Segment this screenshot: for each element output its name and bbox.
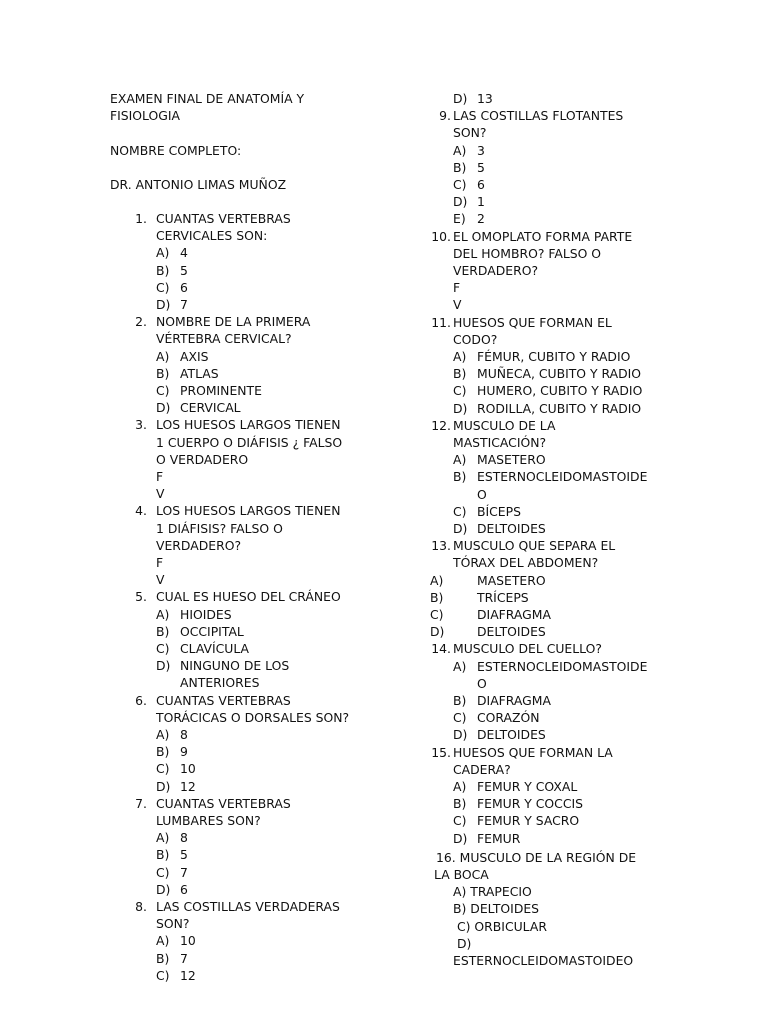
option-letter: B) [156, 623, 170, 639]
option-text: ANTERIORES [180, 675, 260, 691]
option-text: ATLAS [180, 365, 219, 381]
question-number: 6. [135, 692, 147, 708]
option-text: CLAVÍCULA [180, 641, 250, 656]
option-text: 1 [477, 194, 485, 210]
option-text: D) [457, 935, 472, 951]
option-text: DELTOIDES [477, 624, 546, 640]
question-number: 9. [439, 108, 451, 124]
question-number: 15. [431, 744, 451, 760]
option-letter: C) [156, 279, 170, 295]
question-text: EL OMOPLATO FORMA PARTE [453, 228, 633, 244]
option-text: DELTOIDES [477, 521, 546, 536]
question-text: O VERDADERO [156, 451, 249, 467]
question-text: F [156, 469, 164, 484]
option-text: HUMERO, CUBITO Y RADIO [477, 383, 643, 399]
question-text: SON? [156, 916, 190, 932]
option-letter: C) [453, 813, 467, 829]
option-text: 8 [180, 830, 188, 846]
option-letter: D) [156, 400, 171, 416]
option-text: OCCIPITAL [180, 623, 244, 639]
option-letter: D) [453, 91, 468, 106]
option-text: ESTERNOCLEIDOMASTOIDE [477, 658, 648, 674]
option-letter: D) [430, 624, 445, 640]
option-text: FEMUR [477, 830, 521, 846]
option-letter: D) [453, 521, 468, 536]
option-letter: D) [453, 194, 468, 210]
option-letter: C) [430, 607, 444, 622]
option-text: MUÑECA, CUBITO Y RADIO [477, 366, 642, 382]
exam-title-line2: FISIOLOGIA [110, 108, 180, 123]
option-letter: A) [156, 606, 170, 622]
question-text: VÉRTEBRA CERVICAL? [156, 331, 292, 347]
question-text: MUSCULO DE LA [453, 417, 556, 433]
question-text: LUMBARES SON? [156, 813, 261, 828]
option-letter: C) [453, 710, 467, 726]
question-text: VERDADERO? [453, 263, 539, 278]
question-text: MASTICACIÓN? [453, 435, 547, 450]
option-text: HIOIDES [180, 606, 232, 622]
option-text: PROMINENTE [180, 383, 262, 398]
option-text: ESTERNOCLEIDOMASTOIDEO [453, 953, 634, 968]
question-text: CUAL ES HUESO DEL CRÁNEO [156, 589, 341, 605]
option-letter: C) [156, 383, 170, 398]
question-number: 5. [135, 589, 147, 605]
option-letter: C) [156, 967, 170, 983]
option-letter: B) [156, 744, 170, 760]
question-text: V [156, 486, 165, 502]
question-text: LAS COSTILLAS FLOTANTES [453, 108, 624, 124]
question-number: 14. [431, 641, 451, 657]
option-letter: A) [156, 727, 170, 742]
option-text: 6 [180, 881, 188, 897]
option-letter: D) [156, 881, 171, 897]
option-letter: B) [156, 365, 170, 381]
option-letter: B) [156, 950, 170, 966]
question-text: LAS COSTILLAS VERDADERAS [156, 899, 340, 914]
option-text: A) TRAPECIO [453, 884, 532, 900]
option-text: 6 [180, 279, 188, 295]
option-letter: B) [156, 847, 170, 863]
option-text: 7 [180, 297, 188, 312]
question-text: MUSCULO QUE SEPARA EL [453, 538, 616, 554]
option-text: CORAZÓN [477, 710, 540, 726]
option-letter: C) [453, 383, 467, 399]
option-letter: C) [156, 761, 170, 777]
question-text: VERDADERO? [156, 537, 242, 553]
option-text: 5 [477, 159, 485, 175]
option-text: DIAFRAGMA [477, 693, 551, 708]
question-number: 2. [135, 314, 147, 330]
question-text: CADERA? [453, 761, 511, 777]
option-letter: B) [453, 796, 467, 812]
option-text: 3 [477, 142, 485, 158]
question-text: NOMBRE DE LA PRIMERA [156, 314, 311, 330]
option-letter: C) [453, 503, 467, 519]
option-text: 13 [477, 91, 493, 106]
option-text: RODILLA, CUBITO Y RADIO [477, 400, 642, 416]
option-text: 6 [477, 177, 485, 192]
option-text: BÍCEPS [477, 503, 521, 519]
question-text: 1 CUERPO O DIÁFISIS ¿ FALSO [156, 434, 343, 450]
option-letter: D) [453, 400, 468, 416]
option-text: O [477, 675, 487, 691]
question-number: 12. [431, 417, 451, 433]
option-letter: B) [453, 366, 467, 382]
option-letter: D) [453, 727, 468, 743]
question-number: 13. [431, 538, 451, 554]
option-letter: A) [453, 658, 467, 674]
question-text: LOS HUESOS LARGOS TIENEN [156, 503, 341, 519]
option-text: 4 [180, 245, 188, 261]
question-number: 1. [135, 211, 147, 226]
question-text: V [156, 572, 165, 588]
option-text: C) ORBICULAR [457, 918, 547, 934]
question-text: SON? [453, 125, 487, 141]
question-text: CUANTAS VERTEBRAS [156, 211, 291, 226]
option-letter: C) [156, 864, 170, 880]
option-letter: C) [156, 641, 170, 656]
option-text: 10 [180, 761, 196, 777]
question-text: TÓRAX DEL ABDOMEN? [453, 555, 599, 571]
option-letter: A) [156, 830, 170, 846]
option-text: 12 [180, 967, 196, 983]
name-label: NOMBRE COMPLETO: [110, 143, 242, 158]
option-text: 8 [180, 727, 188, 742]
option-letter: B) [430, 589, 444, 605]
option-letter: A) [453, 452, 467, 468]
option-text: CERVICAL [180, 400, 241, 416]
option-letter: E) [453, 211, 466, 227]
question-text: LA BOCA [434, 867, 489, 882]
question-text: LOS HUESOS LARGOS TIENEN [156, 417, 341, 433]
option-text: NINGUNO DE LOS [180, 658, 290, 674]
question-number: 4. [135, 503, 147, 519]
doctor-name: DR. ANTONIO LIMAS MUÑOZ [110, 177, 287, 192]
question-number: 11. [431, 314, 451, 330]
option-letter: C) [453, 177, 467, 192]
option-text: FEMUR Y COXAL [477, 779, 578, 794]
question-text: MUSCULO DEL CUELLO? [453, 641, 602, 657]
question-text: CODO? [453, 331, 498, 347]
question-number: 3. [135, 417, 147, 433]
option-text: 7 [180, 864, 188, 880]
option-text: 12 [180, 778, 196, 794]
question-text: CERVICALES SON: [156, 228, 268, 244]
option-text: ESTERNOCLEIDOMASTOIDE [477, 469, 648, 485]
option-text: TRÍCEPS [477, 589, 529, 605]
option-text: FÉMUR, CUBITO Y RADIO [477, 349, 631, 364]
option-text: 9 [180, 744, 188, 760]
option-letter: D) [156, 658, 171, 674]
option-text: 7 [180, 950, 188, 966]
question-number: 8. [135, 899, 147, 914]
option-text: O [477, 486, 487, 502]
option-letter: A) [430, 572, 444, 588]
question-text: CUANTAS VERTEBRAS [156, 795, 291, 811]
question-text: TORÁCICAS O DORSALES SON? [156, 709, 350, 725]
question-text: HUESOS QUE FORMAN EL [453, 314, 612, 330]
option-text: FEMUR Y SACRO [477, 813, 580, 829]
question-number: 10. [431, 228, 451, 244]
option-text: DELTOIDES [477, 727, 546, 743]
option-text: MASETERO [477, 452, 546, 468]
option-text: B) DELTOIDES [453, 901, 540, 917]
option-text: FEMUR Y COCCIS [477, 796, 583, 812]
option-letter: D) [156, 778, 171, 794]
option-letter: A) [453, 779, 467, 794]
question-text: CUANTAS VERTEBRAS [156, 692, 291, 708]
option-letter: D) [453, 830, 468, 846]
option-letter: A) [156, 245, 170, 261]
option-letter: B) [453, 159, 467, 175]
question-text: V [453, 297, 462, 313]
question-text: DEL HOMBRO? FALSO O [453, 245, 602, 261]
option-text: 5 [180, 262, 188, 278]
option-letter: A) [156, 348, 170, 364]
option-letter: B) [156, 262, 170, 278]
exam-title-line1: EXAMEN FINAL DE ANATOMÍA Y [110, 91, 305, 106]
option-text: DIAFRAGMA [477, 607, 551, 622]
option-text: 5 [180, 847, 188, 863]
option-letter: A) [453, 142, 467, 158]
question-text: F [453, 280, 461, 296]
option-text: 10 [180, 933, 196, 949]
question-text: 16. MUSCULO DE LA REGIÓN DE [436, 849, 637, 865]
question-text: F [156, 555, 164, 570]
option-letter: A) [453, 349, 467, 364]
question-text: HUESOS QUE FORMAN LA [453, 744, 613, 760]
option-letter: B) [453, 693, 467, 708]
option-letter: D) [156, 297, 171, 312]
question-text: 1 DIÁFISIS? FALSO O [156, 520, 283, 536]
option-text: MASETERO [477, 572, 546, 588]
question-number: 7. [135, 795, 147, 811]
option-letter: B) [453, 469, 467, 485]
option-text: 2 [477, 211, 485, 227]
option-text: AXIS [180, 348, 209, 364]
option-letter: A) [156, 933, 170, 949]
